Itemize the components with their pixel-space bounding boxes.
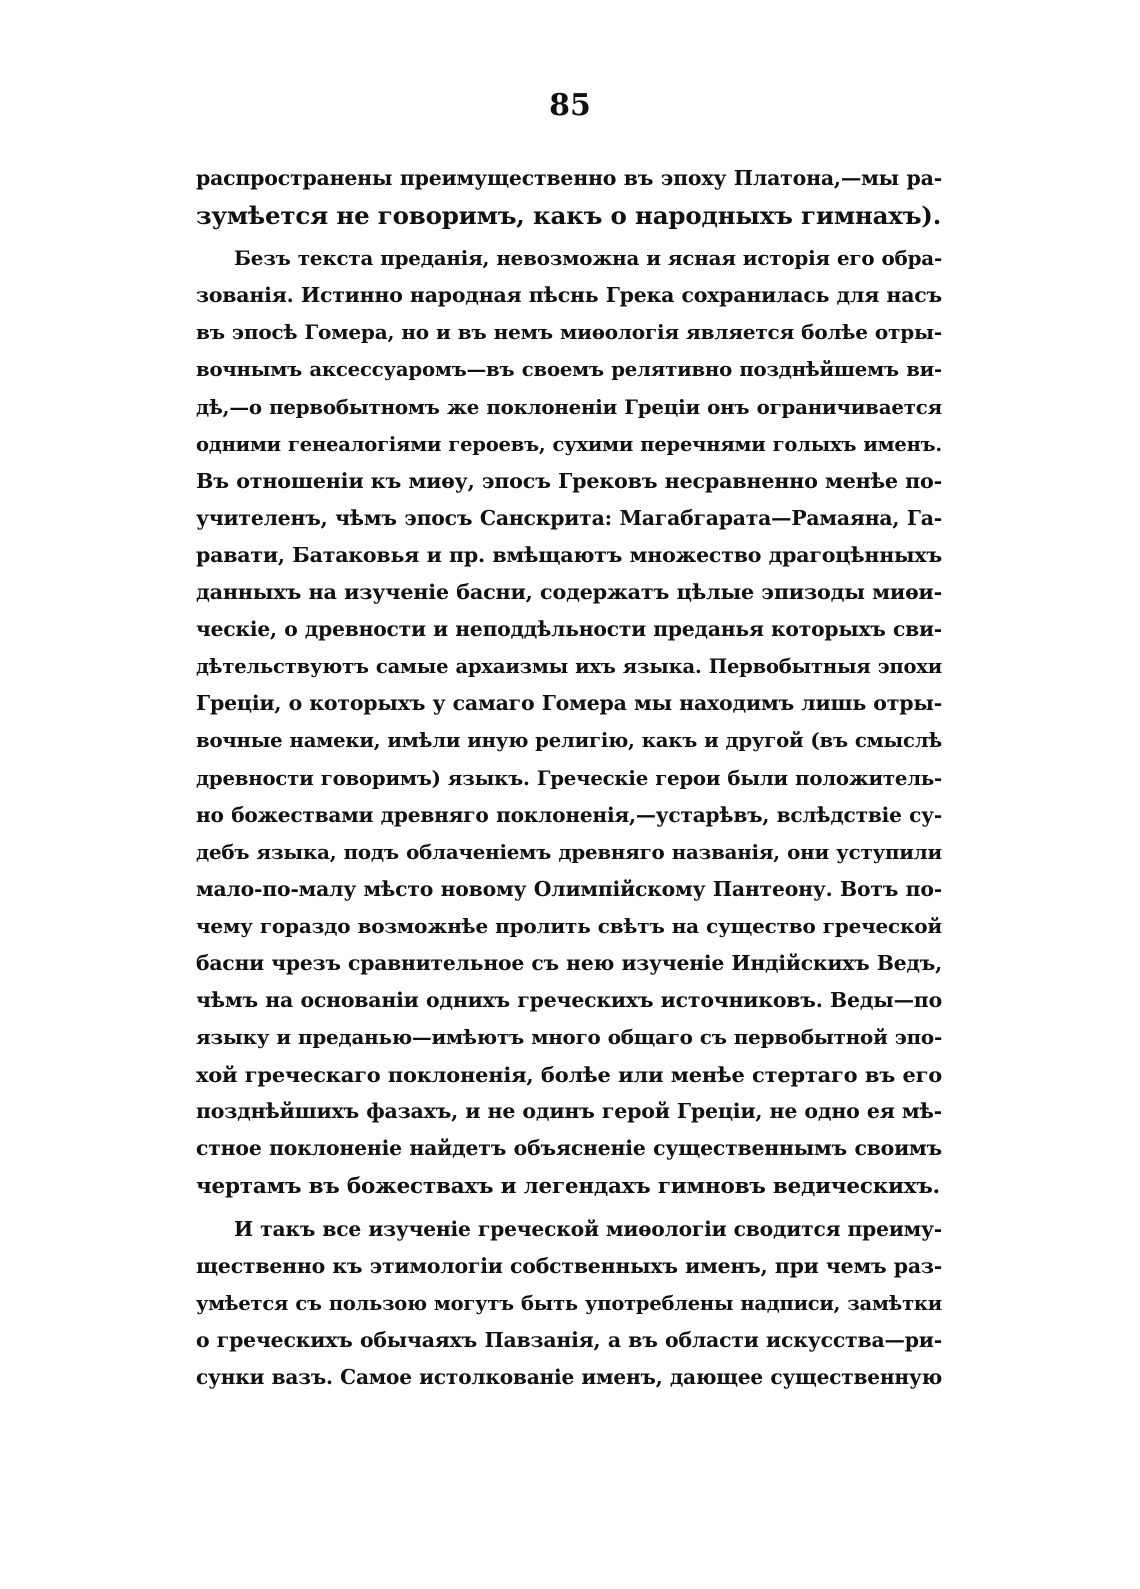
paragraph-3 xyxy=(196,1211,942,1396)
text-line: чѣмъ на основаніи однихъ греческихъ источниковъ. Веды—по xyxy=(196,988,942,1013)
text-line: но божествами древняго поклоненія,—устарѣвъ, вслѣдствіе су- xyxy=(196,802,942,827)
paragraph-2 xyxy=(196,240,942,1204)
text-line: умѣется съ пользою могутъ быть употреблены надписи, замѣтки xyxy=(196,1291,942,1315)
text-line: языку и преданью—имѣютъ много общаго съ первобытной эпо- xyxy=(196,1025,942,1050)
text-line: ческіе, о древности и неподдѣльности преданья которыхъ сви- xyxy=(196,617,942,642)
text-line: чертамъ въ божествахъ и легендахъ гимновъ ведическихъ. xyxy=(196,1173,940,1199)
text-line: Греціи, о которыхъ у самаго Гомера мы находимъ лишь отры- xyxy=(196,691,942,716)
text-line: щественно къ этимологіи собственныхъ именъ, при чемъ раз- xyxy=(196,1253,942,1278)
text-line: учителенъ, чѣмъ эпосъ Санскрита: Магабгарата—Рамаяна, Га- xyxy=(196,505,942,530)
text-line: вочные намеки, имѣли иную религію, какъ и другой (въ смыслѣ xyxy=(196,729,942,753)
text-line: чему гораздо возможнѣе пролить свѣтъ на существо греческой xyxy=(196,913,942,938)
page-number: 85 xyxy=(549,88,591,123)
text-line: дѣтельствуютъ самые архаизмы ихъ языка. Первобытныя эпохи xyxy=(196,655,942,679)
text-line: вочнымъ аксессуаромъ—въ своемъ релятивно позднѣйшемъ ви- xyxy=(196,358,942,382)
text-line: зумѣется не говоримъ, какъ о народныхъ гимнахъ). xyxy=(196,201,942,231)
text-line: И такъ все изученіе греческой миѳологіи сводится преиму- xyxy=(234,1216,942,1241)
text-line: данныхъ на изученіе басни, содержатъ цѣлые эпизоды миѳи- xyxy=(196,580,942,605)
text-line: Въ отношеніи къ миѳу, эпосъ Грековъ несравненно менѣе по- xyxy=(196,468,942,493)
text-line: дѣ,—о первобытномъ же поклоненіи Греціи онъ ограничивается xyxy=(196,394,942,419)
text-line: древности говоримъ) языкъ. Греческіе герои были положитель- xyxy=(196,766,942,790)
text-line: въ эпосѣ Гомера, но и въ немъ миѳологія является болѣе отры- xyxy=(196,320,942,345)
text-line: стное поклоненіе найдетъ объясненіе существеннымъ своимъ xyxy=(196,1136,942,1161)
text-line: распространены преимущественно въ эпоху Платона,—мы ра- xyxy=(196,166,942,190)
text-line: дебъ языка, подъ облаченіемъ древняго названія, они уступили xyxy=(196,839,942,864)
text-line: равати, Батаковья и пр. вмѣщаютъ множество драгоцѣнныхъ xyxy=(196,542,942,567)
text-line: зованія. Истинно народная пѣснь Грека сохранилась для насъ xyxy=(196,283,942,308)
text-line: хой греческаго поклоненія, болѣе или менѣе стертаго въ его xyxy=(196,1062,942,1088)
paragraph-1 xyxy=(196,160,942,234)
body-text xyxy=(196,160,942,1396)
text-line: позднѣйшихъ фазахъ, и не одинъ герой Греціи, не одно ея мѣ- xyxy=(196,1099,942,1124)
text-line: сунки вазъ. Самое истолкованіе именъ, дающее существенную xyxy=(196,1365,942,1389)
text-line: Безъ текста преданія, невозможна и ясная исторія его обра- xyxy=(234,246,942,271)
text-line: басни чрезъ сравнительное съ нею изученіе Индійскихъ Ведъ, xyxy=(196,950,942,975)
text-line: о греческихъ обычаяхъ Павзанія, а въ области искусства—ри- xyxy=(196,1327,942,1352)
text-line: мало-по-малу мѣсто новому Олимпійскому Пантеону. Вотъ по- xyxy=(196,876,942,901)
text-line: одними генеалогіями героевъ, сухими перечнями голыхъ именъ. xyxy=(196,432,942,456)
